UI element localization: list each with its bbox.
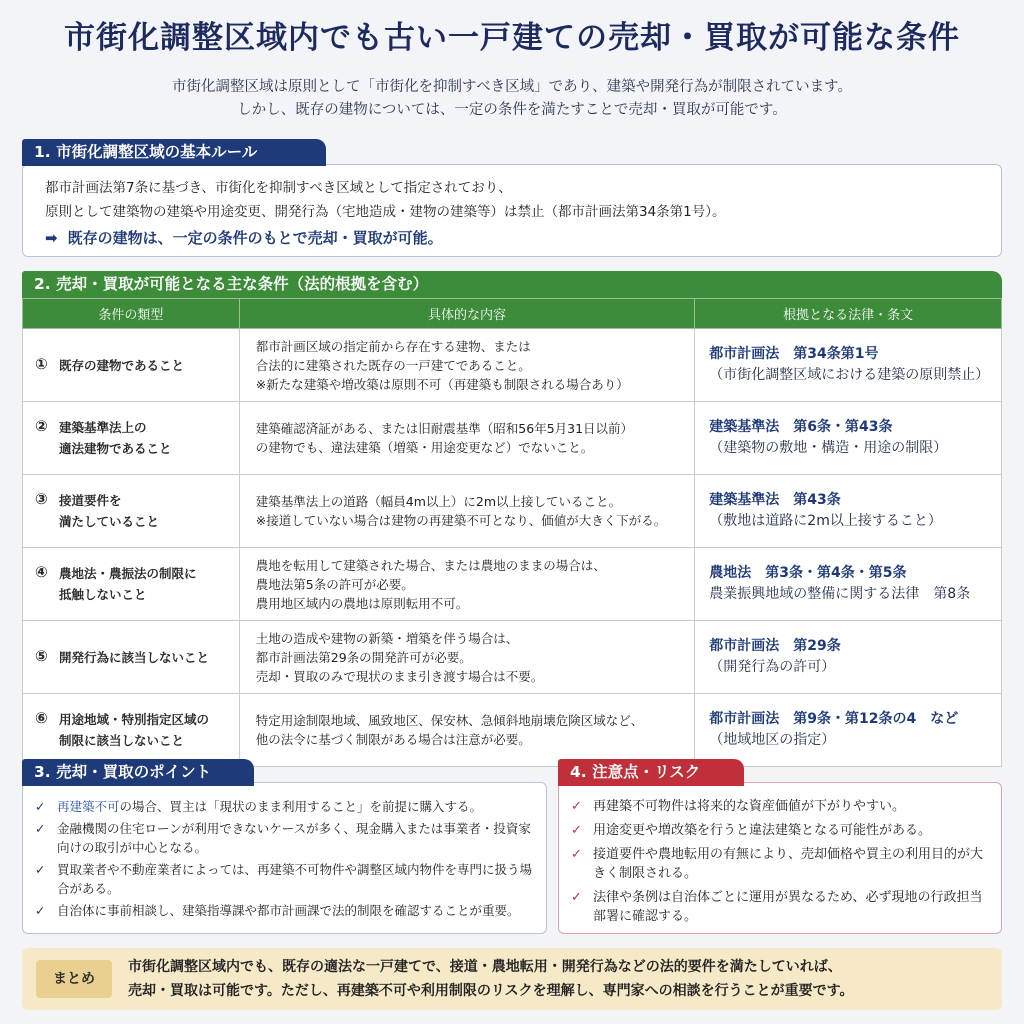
condition-content-cell — [239, 548, 695, 621]
condition-number: ② — [35, 417, 48, 435]
content-line: ※新たな建築や増改築は原則不可（再建築も制限される場合あり） — [255, 376, 629, 392]
condition-content-cell — [239, 694, 695, 767]
condition-type-line: 農地法・農振法の制限に — [59, 566, 197, 581]
point-body: 自治体に事前相談し、建築指導課や都市計画課で法的制限を確認することが重要。 — [57, 903, 520, 918]
section1-line: 都市計画法第7条に基づき、市街化を抑制すべき区域として指定されており、 — [45, 180, 512, 196]
section1-conclusion — [45, 225, 979, 251]
point-body: 金融機関の住宅ローンが利用できないケースが多く、現金購入または事業者・投資家向けの取引が中心となる。 — [57, 821, 531, 855]
law-name: 建築基準法 第6条・第43条 — [709, 419, 893, 435]
condition-type-line: 抵触しないこと — [59, 587, 147, 602]
condition-type-cell — [23, 475, 240, 548]
risk-item — [571, 797, 989, 816]
content-line: 合法的に建築された既存の一戸建てであること。 — [255, 357, 531, 373]
content-line: 農用地区域内の農地は原則転用不可。 — [255, 595, 469, 611]
content-line: 売却・買取のみで現状のまま引き渡す場合は不要。 — [255, 668, 544, 684]
summary-text — [128, 955, 853, 1003]
summary-box — [22, 948, 1002, 1010]
summary-label: まとめ — [36, 960, 112, 998]
conditions-table — [22, 298, 1002, 767]
arrow-right-icon: ➡ — [45, 229, 58, 247]
section1-text — [45, 176, 979, 224]
content-line: 建築基準法上の道路（幅員4m以上）に2m以上接していること。 — [255, 494, 622, 509]
section1-line: 原則として建築物の建築や用途変更、開発行為（宅地造成・建物の建築等）は禁止（都市計画法第34条第1号）。 — [45, 204, 726, 220]
point-item — [35, 797, 534, 816]
law-name: 建築基準法 第43条 — [709, 492, 841, 508]
law-description: （市街化調整区域における建築の原則禁止） — [709, 367, 990, 383]
condition-type — [59, 417, 172, 459]
section3-heading: 3. 売却・買取のポイント — [22, 759, 254, 786]
condition-type — [59, 490, 159, 532]
condition-type-line: 用途地域・特別指定区域の — [59, 712, 210, 727]
risk-item — [571, 888, 989, 926]
check-icon: ✓ — [571, 823, 582, 838]
check-icon: ✓ — [571, 890, 582, 905]
point-text — [57, 819, 534, 857]
condition-type-cell — [23, 329, 240, 402]
condition-content-cell — [239, 475, 695, 548]
condition-number: ⑤ — [35, 646, 48, 665]
point-text — [57, 797, 482, 816]
condition-number: ① — [35, 354, 48, 373]
content-line: の建物でも、違法建築（増築・用途変更など）でないこと。 — [255, 440, 594, 455]
risk-text: 法律や条例は自治体ごとに運用が異なるため、必ず現地の行政担当部署に確認する。 — [593, 890, 983, 924]
condition-type-cell — [23, 621, 240, 694]
condition-type — [59, 563, 197, 605]
risk-text: 接道要件や農地転用の有無により、売却価格や買主の利用目的が大きく制限される。 — [593, 847, 984, 881]
legal-basis-cell — [695, 402, 1002, 475]
content-line: 建築確認済証がある、または旧耐震基準（昭和56年5月31日以前） — [255, 421, 634, 436]
legal-basis-cell — [695, 548, 1002, 621]
table-row — [23, 694, 1002, 767]
section2-heading: 2. 売却・買取が可能となる主な条件（法的根拠を含む） — [22, 271, 1002, 298]
law-description: （建築物の敷地・構造・用途の制限） — [709, 440, 948, 456]
condition-type-line: 制限に該当しないこと — [59, 733, 185, 748]
risk-text: 再建築不可物件は将来的な資産価値が下がりやすい。 — [593, 799, 906, 814]
content-line: 他の法令に基づく制限がある場合は注意が必要。 — [255, 732, 531, 747]
intro-line: 市街化調整区域は原則として「市街化を抑制すべき区域」であり、建築や開発行為が制限されています。 — [171, 79, 853, 95]
condition-type-line: 接道要件を — [59, 493, 122, 508]
check-icon: ✓ — [35, 862, 46, 877]
law-description: （敷地は道路に2m以上接すること） — [709, 513, 942, 529]
condition-type — [59, 709, 209, 751]
condition-number: ③ — [35, 490, 48, 508]
table-row — [23, 548, 1002, 621]
law-description: （地域地区の指定） — [709, 732, 836, 748]
condition-content-cell — [239, 621, 695, 694]
content-line: ※接道していない場合は建物の再建築不可となり、価値が大きく下がる。 — [255, 513, 667, 528]
check-icon: ✓ — [35, 799, 46, 814]
section1-box — [22, 164, 1002, 257]
point-item — [35, 819, 534, 857]
column-header: 根拠となる法律・条文 — [695, 299, 1002, 329]
point-item — [35, 860, 534, 898]
section4-box — [558, 782, 1002, 934]
law-description: 農業振興地域の整備に関する法律 第8条 — [709, 586, 971, 602]
law-description: （開発行為の許可） — [709, 659, 836, 675]
column-header: 条件の類型 — [23, 299, 240, 329]
section3-box — [22, 782, 547, 934]
column-header: 具体的な内容 — [239, 299, 695, 329]
check-icon: ✓ — [35, 903, 46, 918]
law-name: 都市計画法 第29条 — [709, 638, 841, 654]
condition-type — [59, 647, 209, 668]
summary-line: 売却・買取は可能です。ただし、再建築不可や利用制限のリスクを理解し、専門家への相談を行うことが重要です。 — [128, 983, 854, 999]
condition-type-line: 開発行為に該当しないこと — [59, 649, 210, 665]
summary-line: 市街化調整区域内でも、既存の適法な一戸建てで、接道・農地転用・開発行為などの法的要件を満たしていれば、 — [128, 959, 842, 975]
content-line: 農地を転用して建築された場合、または農地のままの場合は、 — [255, 557, 606, 573]
condition-type — [59, 355, 184, 376]
table-header-row — [23, 299, 1002, 329]
risk-item — [571, 845, 989, 883]
condition-type-cell — [23, 694, 240, 767]
content-line: 特定用途制限地域、風致地区、保安林、急傾斜地崩壊危険区域など、 — [255, 713, 644, 728]
condition-number: ⑥ — [35, 709, 48, 727]
condition-type-line: 満たしていること — [59, 514, 160, 529]
content-line: 土地の造成や建物の新築・増築を伴う場合は、 — [255, 630, 519, 646]
content-line: 農地法第5条の許可が必要。 — [255, 576, 414, 592]
condition-type-line: 適法建物であること — [59, 441, 172, 456]
content-line: 都市計画法第29条の開発許可が必要。 — [255, 649, 472, 665]
risk-text: 用途変更や増改築を行うと違法建築となる可能性がある。 — [593, 823, 932, 838]
legal-basis-cell — [695, 329, 1002, 402]
point-item — [35, 901, 534, 920]
table-row — [23, 475, 1002, 548]
condition-type-cell — [23, 402, 240, 475]
law-name: 農地法 第3条・第4条・第5条 — [709, 565, 907, 581]
conclusion-text: 既存の建物は、一定の条件のもとで売却・買取が可能。 — [67, 229, 443, 247]
check-icon: ✓ — [571, 847, 582, 862]
check-icon: ✓ — [35, 821, 46, 836]
table-row — [23, 402, 1002, 475]
section4-heading: 4. 注意点・リスク — [558, 759, 744, 786]
point-text — [57, 860, 534, 898]
point-highlight: 再建築不可 — [57, 799, 120, 814]
condition-type-line: 既存の建物であること — [59, 357, 185, 373]
content-line: 都市計画区域の指定前から存在する建物、または — [255, 338, 531, 354]
point-body: の場合、買主は「現状のまま利用すること」を前提に購入する。 — [119, 799, 483, 814]
legal-basis-cell — [695, 475, 1002, 548]
legal-basis-cell — [695, 621, 1002, 694]
condition-content-cell — [239, 329, 695, 402]
law-name: 都市計画法 第34条第1号 — [709, 346, 879, 362]
point-text — [57, 901, 520, 920]
section1-heading: 1. 市街化調整区域の基本ルール — [22, 139, 326, 166]
legal-basis-cell — [695, 694, 1002, 767]
risk-item — [571, 821, 989, 840]
intro-text — [0, 76, 1024, 122]
condition-type-cell — [23, 548, 240, 621]
table-row — [23, 329, 1002, 402]
check-icon: ✓ — [571, 799, 582, 814]
table-row — [23, 621, 1002, 694]
law-name: 都市計画法 第9条・第12条の4 など — [709, 711, 959, 727]
intro-line: しかし、既存の建物については、一定の条件を満たすことで売却・買取が可能です。 — [237, 102, 787, 118]
condition-number: ④ — [35, 563, 48, 581]
point-body: 買取業者や不動産業者によっては、再建築不可物件や調整区域内物件を専門に扱う場合がある。 — [57, 862, 533, 896]
condition-type-line: 建築基準法上の — [59, 420, 147, 435]
condition-content-cell — [239, 402, 695, 475]
page-title: 市街化調整区域内でも古い一戸建ての売却・買取が可能な条件 — [64, 20, 960, 56]
